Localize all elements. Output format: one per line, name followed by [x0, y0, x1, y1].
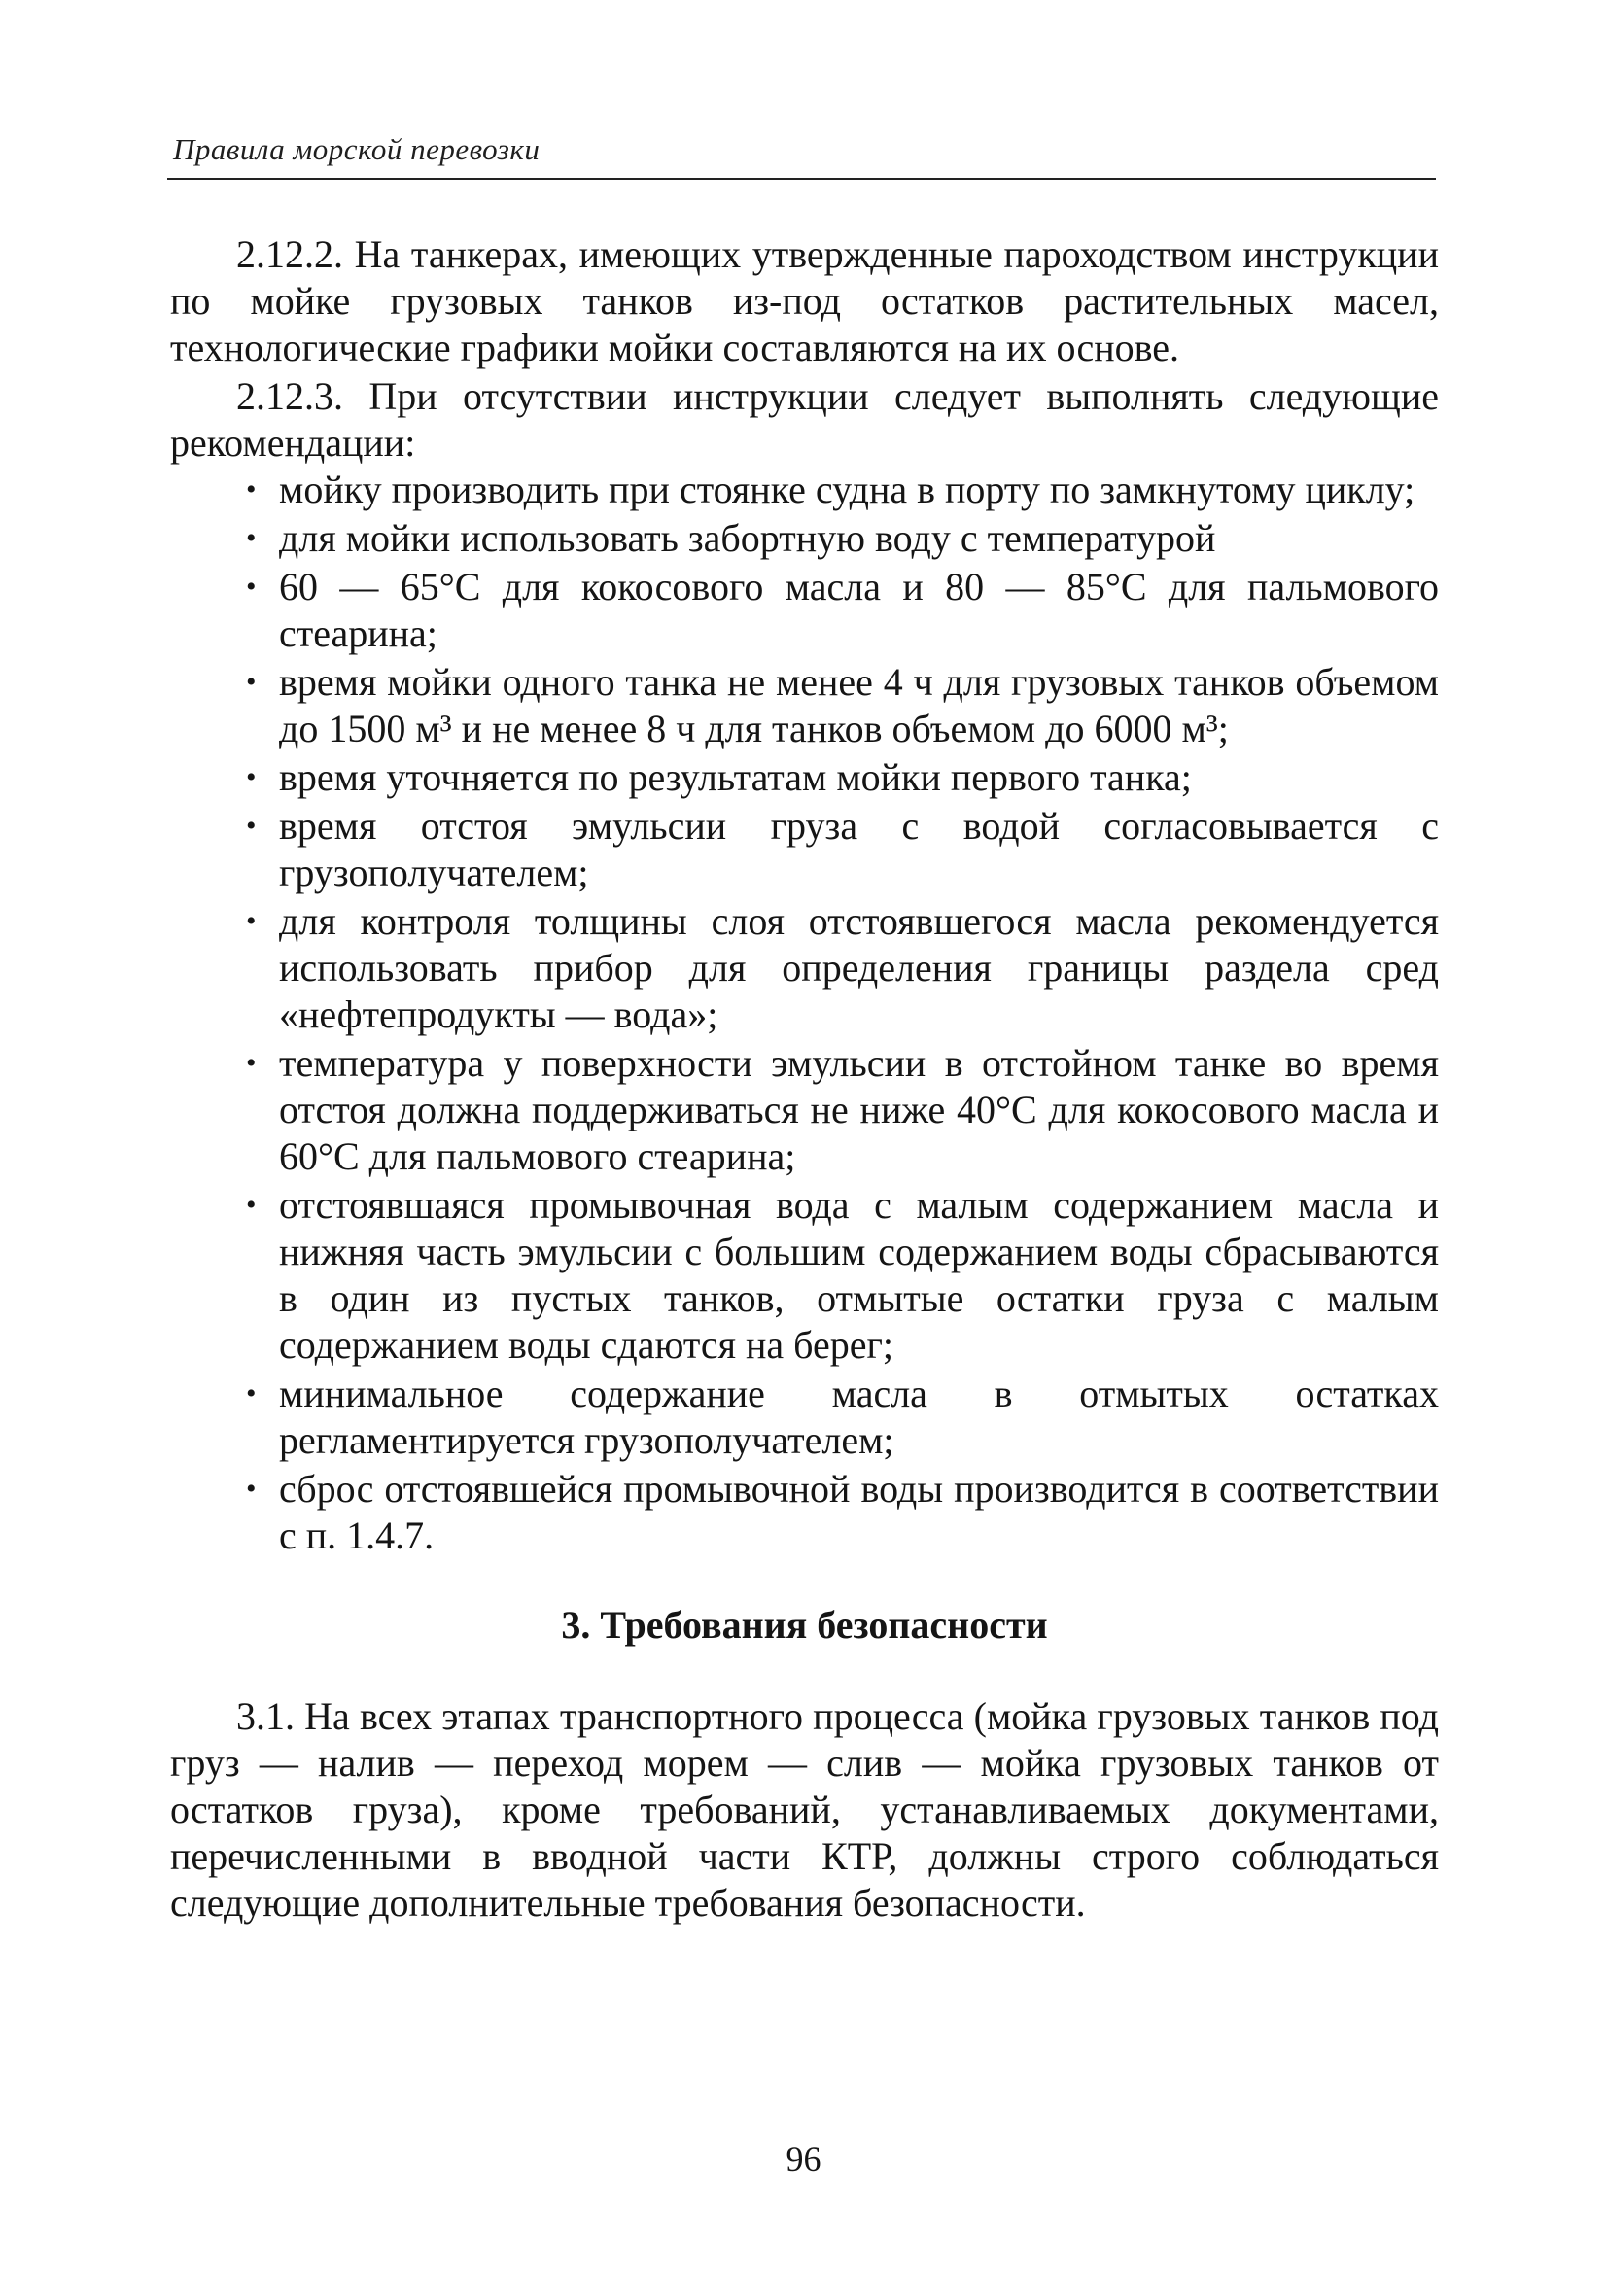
bullet-icon: •: [246, 522, 257, 554]
list-item: [246, 1371, 1439, 1464]
bullet-icon: •: [246, 810, 257, 842]
page-number: 96: [786, 2139, 821, 2178]
bullet-icon: •: [246, 571, 257, 603]
list-item-text: время мойки одного танка не менее 4 ч для грузовых танков объемом до 1500 м³ и не менее 8 ч для танков объемом до 6000 м³;: [279, 660, 1439, 750]
bullet-icon: •: [246, 1047, 257, 1079]
list-item: [246, 803, 1439, 896]
list-item-text: температура у поверхности эмульсии в отстойном танке во время отстоя должна поддерживаться не ниже 40°С для кокосового масла и 60°С для пальмового стеарина;: [279, 1041, 1439, 1178]
bullet-icon: •: [246, 666, 257, 698]
list-item: [246, 564, 1439, 657]
page-body: [170, 231, 1439, 1927]
list-item: [246, 1466, 1439, 1559]
bullet-icon: •: [246, 1473, 257, 1505]
list-item-text: минимальное содержание масла в отмытых остатках регламентируется грузополучателем;: [279, 1372, 1439, 1462]
list-item: [246, 898, 1439, 1038]
list-item-text: отстоявшаяся промывочная вода с малым содержанием масла и нижняя часть эмульсии с большим содержанием воды сбрасываются в один из пустых танков, отмытые остатки груза с малым содержанием воды сдаются на берег;: [279, 1183, 1439, 1367]
list-item: [246, 467, 1439, 513]
bullet-icon: •: [246, 761, 257, 793]
bullet-icon: •: [246, 473, 257, 505]
list-item: [246, 754, 1439, 801]
bullet-icon: •: [246, 1377, 257, 1409]
paragraph-2-12-3: 2.12.3. При отсутствии инструкции следует выполнять следующие рекомендации:: [170, 374, 1439, 465]
bullet-icon: •: [246, 1189, 257, 1221]
list-item: [246, 1182, 1439, 1369]
paragraph-3-1: 3.1. На всех этапах транспортного процесса (мойка грузовых танков под груз — налив — переход морем — слив — мойка грузовых танков от остатков груза), кроме требований, устанавливаемых документами, перечисленными в вводной части КТР, должны строго соблюдаться следующие дополнительные требования безопасности.: [170, 1694, 1439, 1925]
header-rule: [167, 178, 1436, 180]
bullet-icon: •: [246, 905, 257, 937]
list-item-text: время отстоя эмульсии груза с водой согласовывается с грузополучателем;: [279, 804, 1439, 894]
section-title: 3. Требования безопасности: [561, 1603, 1048, 1647]
list-item: [246, 1040, 1439, 1180]
list-item: [246, 659, 1439, 752]
list-item: [246, 515, 1439, 562]
list-item-text: мойку производить при стоянке судна в порту по замкнутому циклу;: [279, 468, 1415, 511]
running-header: Правила морской перевозки: [173, 132, 541, 166]
paragraph-2-12-2: 2.12.2. На танкерах, имеющих утвержденные пароходством инструкции по мойке грузовых танков из-под остатков растительных масел, технологические графики мойки составляются на их основе.: [170, 232, 1439, 369]
list-item-text: сброс отстоявшейся промывочной воды производится в соответствии с п. 1.4.7.: [279, 1467, 1439, 1557]
list-item-text: время уточняется по результатам мойки первого танка;: [279, 755, 1192, 799]
list-item-text: для контроля толщины слоя отстоявшегося масла рекомендуется использовать прибор для определения границы раздела сред «нефтепродукты — вода»;: [279, 899, 1439, 1036]
list-item-text: для мойки использовать забортную воду с температурой: [279, 516, 1216, 560]
list-item-text: 60 — 65°С для кокосового масла и 80 — 85°С для пальмового стеарина;: [279, 565, 1439, 655]
recommendations-list: [170, 467, 1439, 1559]
